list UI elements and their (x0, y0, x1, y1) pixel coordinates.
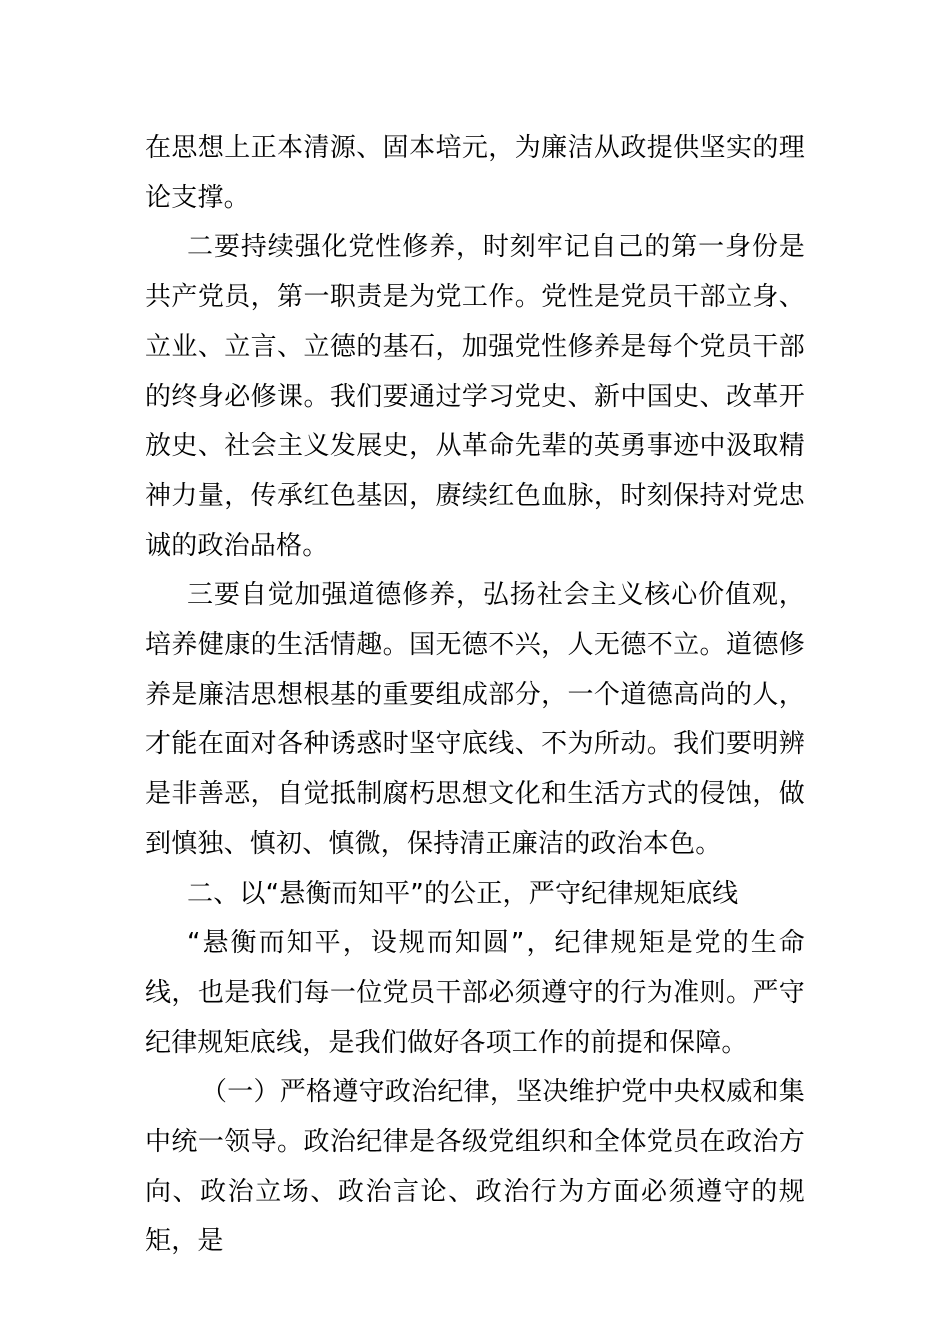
paragraph-political-discipline: （一）严格遵守政治纪律，坚决维护党中央权威和集中统一领导。政治纪律是各级党组织和全体党员在政治方向、政治立场、政治言论、政治行为方面必须遵守的规矩，是 (145, 1077, 805, 1257)
document-body (145, 124, 805, 1267)
section-heading-discipline: 二、以“悬衡而知平”的公正，严守纪律规矩底线 (187, 878, 739, 909)
paragraph-continuation: 在思想上正本清源、固本培元，为廉洁从政提供坚实的理论支撑。 (145, 133, 805, 213)
paragraph-party-spirit: 二要持续强化党性修养，时刻牢记自己的第一身份是共产党员，第一职责是为党工作。党性是党员干部立身、立业、立言、立德的基石，加强党性修养是每个党员干部的终身必修课。我们要通过学习党史、新中国史、改革开放史、社会主义发展史，从革命先辈的英勇事迹中汲取精神力量，传承红色基因，赓续红色血脉，时刻保持对党忠诚的政治品格。 (145, 232, 805, 561)
paragraph-moral-cultivation: 三要自觉加强道德修养，弘扬社会主义核心价值观，培养健康的生活情趣。国无德不兴，人无德不立。道德修养是廉洁思想根基的重要组成部分，一个道德高尚的人，才能在面对各种诱惑时坚守底线、不为所动。我们要明辨是非善恶，自觉抵制腐朽思想文化和生活方式的侵蚀，做到慎独、慎初、慎微，保持清正廉洁的政治本色。 (145, 580, 805, 859)
paragraph-discipline-intro: “悬衡而知平，设规而知圆”，纪律规矩是党的生命线，也是我们每一位党员干部必须遵守的行为准则。严守纪律规矩底线，是我们做好各项工作的前提和保障。 (145, 928, 805, 1058)
